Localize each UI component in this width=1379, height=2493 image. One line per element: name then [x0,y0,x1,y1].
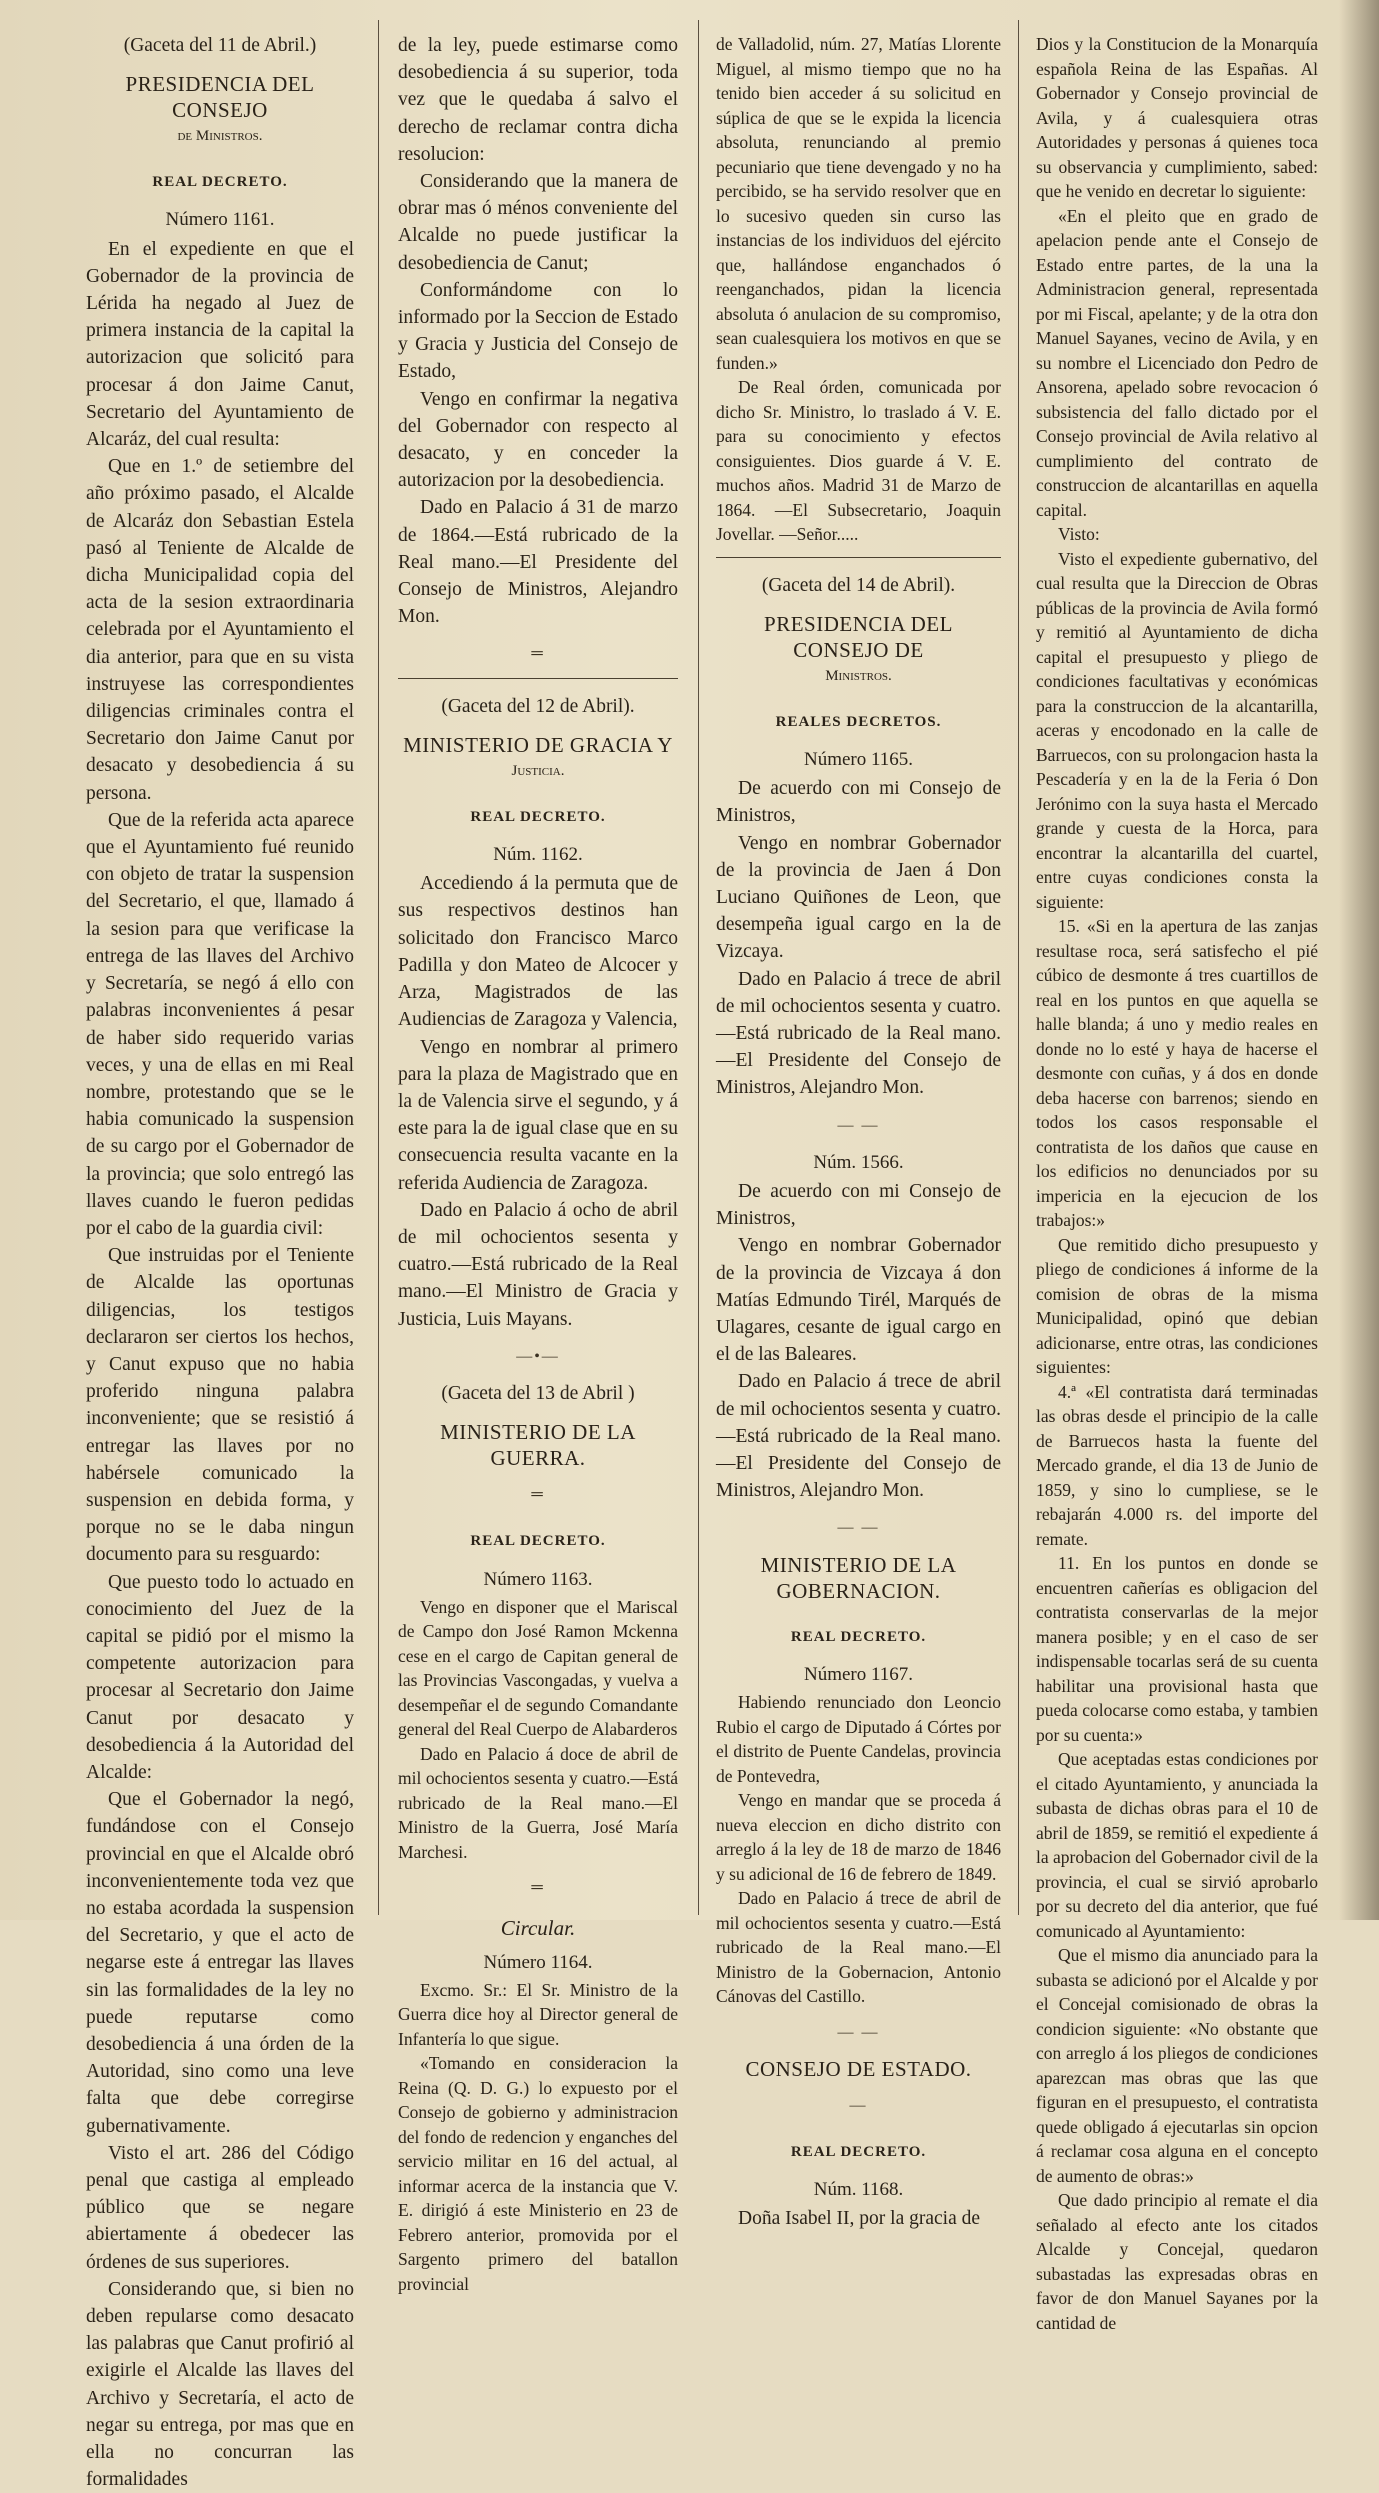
paragraph: De acuerdo con mi Consejo de Ministros, [716,1180,1001,1230]
paragraph: de Valladolid, núm. 27, Matías Llorente Miguel, al mismo tiempo que no ha tenido bien acceder á su solicitud en súplica de que se le expida la licencia absoluta, renunciando al premio pecuniario que tiene devengado y no ha percibido, se ha servido resolver que en lo sucesivo queden sin curso las instancias de los individuos del ejército que, hallándose enganchados ó reenganchados, pidan la licencia absoluta ó anulacion de su compromiso, sean cualesquiera los motivos en que se funden.» [716,34,1001,373]
paragraph: «En el pleito que en grado de apelacion pende ante el Consejo de Estado entre partes, de la una la Administracion general, representada por mi Fiscal, apelante; y de la otra don Manuel Sayanes, vecino de Avila, y en su nombre el Licenciado don Pedro de Ansorena, apelado sobre revocacion ó subsistencia del fallo dictado por el Consejo provincial de Avila relativo al cumplimiento del contrato de construccion de alcantarillas en aquella capital. [1036,205,1318,520]
paragraph: Vengo en mandar que se proceda á nueva eleccion en dicho distrito con arreglo á la ley de 18 de marzo de 1846 y su adicional de 16 de febrero de 1849. [716,1790,1001,1884]
gazette-date: (Gaceta del 14 de Abril). [761,574,956,596]
paragraph: Vengo en confirmar la negativa del Gobernador con respecto al desacato, y en conceder la autorizacion por la desobediencia. [398,388,678,492]
paragraph: Visto el expediente gubernativo, del cual resulta que la Direccion de Obras públicas de la provincia de Avila formó y remitió al Ayuntamiento de dicha capital el presupuesto y pliego de condiciones facultativas y económicas para la construccion de la alcantarilla, aceras y encodonado en la calle de Barruecos, con su prolongacion hasta la Pescadería y en la de la Feria ó Don Jerónimo con la suya hasta el Mercado grande y cuesta de la Horca, para encontrar la alcantarilla del cuartel, entre cuyas condiciones consta la siguiente: [1036,548,1318,912]
section-heading-sub: Justicia. [511,762,565,779]
paragraph: Excmo. Sr.: El Sr. Ministro de la Guerra dice hoy al Director general de Infantería lo que sigue. [398,1979,678,2049]
separator: ═ [531,645,545,663]
divider [398,678,678,679]
column-3 [716,32,1001,2230]
paragraph: 4.ª «El contratista dará terminadas las obras desde el principio de la calle de Barruecos hasta la fuente del Mercado grande, el dia 13 de Junio de 1859, y sino lo cumpliese, se le rebajarán 4.000 rs. del importe del remate. [1036,1381,1318,1549]
decree-number: Núm. 1566. [813,1151,904,1173]
paragraph: De acuerdo con mi Consejo de Ministros, [716,778,1001,827]
paragraph: 15. «Si en la apertura de las zanjas resultase roca, será satisfecho el pié cúbico de desmonte á tres cuartillos de real en los puntos en que aquella se halle blanda; á uno y medio reales en donde no lo esté y haya de hacerse el desmonte con cuñas, y á dos en donde deba hacerse con barrenos; siendo en todos los casos responsable el contratista de los daños que cause en los edificios no denunciados por su impericia en la ejecucion de los trabajos:» [1036,916,1318,1230]
section-heading [86,71,354,149]
paragraph: Que de la referida acta aparece que el Ayuntamiento fué reunido con objeto de tratar la suspension del Secretario, el que, llamado á la sesion para que verificase la entrega de las llaves del Archivo y Secretaría, se negó á ello con palabras inconvenientes á pesar de haber sido requerido varias veces, y una de ellas en mi Real nombre, protestando que se le habia comunicado la suspension de su cargo por el Gobernador de la provincia; que solo entregó las llaves cuando le fueron pedidas por el cabo de la guardia civil: [86,809,354,1239]
section-heading [398,732,678,784]
paragraph: Dado en Palacio á trece de abril de mil ochocientos sesenta y cuatro.—Está rubricado de la Real mano.—El Ministro de la Gobernacion, Antonio Cánovas del Castillo. [716,1888,1001,2006]
paragraph: Dado en Palacio á doce de abril de mil ochocientos sesenta y cuatro.—Está rubricado de la Real mano.—El Ministro de la Guerra, José María Marchesi. [398,1743,678,1862]
paragraph: Vengo en disponer que el Mariscal de Campo don José Ramon Mckenna cese en el cargo de Capitan general de las Provincias Vascongadas, y vuelva a desempeñar el de segundo Comandante general del Real Cuerpo de Alabarderos [398,1596,678,1740]
separator: — — [837,1116,880,1134]
decree-label: REAL DECRETO. [790,2143,927,2160]
decree-label: REAL DECRETO. [470,808,606,825]
section-heading-sub: Ministros. [825,667,892,684]
paragraph: En el expediente en que el Gobernador de la provincia de Lérida ha negado al Juez de primera instancia de la capital la autorizacion que solicitó para procesar á don Jaime Canut, Secretario del Ayuntamiento de Alcaráz, del cual resulta: [86,238,354,451]
paragraph: Dado en Palacio á 31 de marzo de 1864.—Está rubricado de la Real mano.—El Presidente del Consejo de Ministros, Alejandro Mon. [398,497,678,628]
paragraph: Que instruidas por el Teniente de Alcalde las oportunas diligencias, los testigos declararon ser ciertos los hechos, y Canut expuso que no habia proferido ninguna palabra inconveniente; que se resistió á entregar las llaves por no habérsele comunicado la suspension en debida forma, y porque no se le daba ningun documento para su resguardo: [86,1245,354,1566]
separator: —•— [516,1347,560,1365]
decree-number: Número 1161. [165,209,275,231]
column-rule [1018,20,1019,1915]
paragraph: Que remitido dicho presupuesto y pliego de condiciones á informe de la comision de obras de la misma Municipalidad, opinó que debian adicionarse, entre otras, las condiciones siguientes: [1036,1234,1318,1377]
column-2 [398,32,678,2294]
column-4 [1036,32,1318,2333]
paragraph: Que el mismo dia anunciado para la subasta se adicionó por el Alcalde y por el Concejal comisionado de obras la condicion siguiente: «No obstante que con arreglo á los pliegos de condiciones aparezcan mas obras que las que figuran en el presupuesto, el contratista quede obligado á ejecutarlas sin opcion á reclamar cosa alguna en el concepto de aumento de obras:» [1036,1945,1318,2186]
decree-label: REAL DECRETO. [790,1628,927,1645]
paragraph: Que puesto todo lo actuado en conocimiento del Juez de la capital se pidió por el mismo la competente autorizacion para procesar al Secretario don Jaime Canut por desacato y desobediencia á la Autoridad del Alcalde: [86,1571,354,1783]
decree-number: Núm. 1168. [813,2179,904,2201]
column-rule [698,20,699,1915]
decree-number: Número 1165. [803,748,914,770]
paragraph: Dado en Palacio á trece de abril de mil ochocientos sesenta y cuatro.—Está rubricado de la Real mano.—El Presidente del Consejo de Ministros, Alejandro Mon. [716,968,1001,1099]
separator: — — [837,1519,880,1537]
decree-number: Número 1167. [803,1663,914,1685]
paragraph: Vengo en nombrar Gobernador de la provincia de Vizcaya á don Matías Edmundo Tirél, Marqués de Ulagares, cesante de igual cargo en el de las Baleares. [716,1235,1001,1366]
section-heading-title: PRESIDENCIA DEL CONSEJO [125,72,315,123]
paragraph: Visto el art. 286 del Código penal que castiga al empleado público que se negare abiertamente á obedecer las órdenes de sus superiores. [86,2142,354,2273]
separator: — [849,2096,868,2114]
paragraph: Doña Isabel II, por la gracia de [738,2208,981,2230]
gazette-date: (Gaceta del 12 de Abril). [441,695,635,717]
paragraph: De Real órden, comunicada por dicho Sr. Ministro, lo traslado á V. E. para su conocimiento y efectos consiguientes. Dios guarde á V. E. muchos años. Madrid 31 de Marzo de 1864. —El Subsecretario, Joaquin Jovellar. —Señor..... [716,377,1001,544]
paragraph: Dado en Palacio á ocho de abril de mil ochocientos sesenta y cuatro.—Está rubricado de la Real mano.—El Ministro de Gracia y Justicia, Luis Mayans. [398,1199,678,1330]
section-heading: MINISTERIO DE LA GUERRA. [440,1420,636,1471]
paragraph: «Tomando en consideracion la Reina (Q. D. G.) lo expuesto por el Consejo de gobierno y administracion del fondo de redencion y enganches del servicio militar en 16 del actual, al informar acerca de la instancia que V. E. dirigió á este Ministerio en 23 de Febrero anterior, promovida por el Sargento primero del batallon provincial [398,2053,678,2294]
divider [716,557,1001,558]
decree-number: Número 1163. [483,1568,593,1590]
paragraph: Conformándome con lo informado por la Seccion de Estado y Gracia y Justicia del Consejo de Estado, [398,279,678,383]
page-edge-shadow [1339,0,1379,1920]
gazette-date: (Gaceta del 11 de Abril.) [123,35,317,56]
section-heading-title: PRESIDENCIA DEL CONSEJO DE [764,611,953,662]
column-1 [86,32,354,2491]
paragraph: de la ley, puede estimarse como desobediencia á su superior, toda vez que le quedaba á salvo el derecho de reclamar contra dicha resolucion: [398,35,678,165]
section-heading-sub: de Ministros. [177,128,263,145]
separator: — — [837,2023,880,2041]
separator: ═ [531,1879,545,1897]
paragraph: Que en 1.º de setiembre del año próximo pasado, el Alcalde de Alcaráz don Sebastian Estela pasó al Teniente de Alcalde de dicha Municipalidad copia del acta de la sesion extraordinaria celebrada por el Ayuntamiento el dia anterior, para que en su vista instruyese las correspondientes diligencias criminales contra el Secretario don Jaime Canut por desacato y desobediencia á su persona. [86,456,354,804]
paragraph: Vengo en nombrar al primero para la plaza de Magistrado que en la de Valencia sirve el segundo, y á este para la de igual clase que en su consecuencia resulta vacante en la referida Audiencia de Zaragoza. [398,1036,678,1194]
circular-heading: Circular. [500,1916,576,1941]
decree-number: Núm. 1162. [493,844,583,866]
section-heading: MINISTERIO DE LA GOBERNACION. [760,1552,957,1603]
column-rule [378,20,379,1915]
decree-label: REAL DECRETO. [152,174,288,191]
paragraph: Dado en Palacio á trece de abril de mil ochocientos sesenta y cuatro.—Está rubricado de la Real mano.—El Presidente del Consejo de Ministros, Alejandro Mon. [716,1371,1001,1502]
paragraph: Visto: [1058,524,1100,544]
separator: ═ [531,1486,545,1504]
paragraph: Que el Gobernador la negó, fundándose con el Consejo provincial en que el Alcalde obró inconvenientemente toda vez que no estaba acordada la suspension del Secretario, y que el acto de negarse este á entregar las llaves sin las formalidades de la ley no puede reputarse como desobediencia á una órden de la Autoridad, sino como una leve falta que debe corregirse gubernativamente. [86,1789,354,2137]
decree-label: REALES DECRETOS. [775,713,942,730]
paragraph: Que aceptadas estas condiciones por el citado Ayuntamiento, y anunciada la subasta de dichas obras para el 10 de abril de 1859, se remitió el expediente á la aprobacion del Gobernador civil de la provincia, el cual se sirvió aprobarlo por su decreto del dia anterior, que fué comunicado al Ayuntamiento: [1036,1749,1318,1941]
decree-number: Número 1164. [483,1951,593,1973]
paragraph: Habiendo renunciado don Leoncio Rubio el cargo de Diputado á Córtes por el distrito de Puente Candelas, provincia de Pontevedra, [716,1692,1001,1786]
paragraph: Que dado principio al remate el dia señalado al efecto ante los citados Alcalde y Concejal, quedaron subastadas las expresadas obras en favor de don Manuel Sayanes por la cantidad de [1036,2190,1318,2333]
paragraph: Dios y la Constitucion de la Monarquía española Reina de las Españas. Al Gobernador y Consejo provincial de Avila, y á cualesquiera otras Autoridades y personas á quienes toca su observancia y cumplimiento, sabed: que he venido en decretar lo siguiente: [1036,34,1318,201]
paragraph: Vengo en nombrar Gobernador de la provincia de Jaen á Don Luciano Quiñones de Leon, que desempeña igual cargo en la de Vizcaya. [716,832,1001,963]
section-heading [716,611,1001,689]
section-heading-title: MINISTERIO DE GRACIA Y [403,732,673,757]
paragraph: Considerando que, si bien no deben repularse como desacato las palabras que Canut profirió al exigirle el Alcalde las llaves del Archivo y Secretaría, el acto de negar su entrega, por mas que en ella no concurran las formalidades [86,2278,354,2491]
paragraph: 11. En los puntos en donde se encuentren cañerías es obligacion del contratista conservarlas de la mejor manera posible; y en el caso de ser indispensable tocarlas será de su cuenta habilitar una provisional hasta que pueda colocarse como estaba, y tambien por su cuenta:» [1036,1553,1318,1745]
paragraph: Accediendo á la permuta que de sus respectivos destinos han solicitado don Francisco Marco Padilla y don Mateo de Alcocer y Arza, Magistrados de las Audiencias de Zaragoza y Valencia, [398,873,678,1031]
gazette-date: (Gaceta del 13 de Abril ) [441,1382,635,1404]
paragraph: Considerando que la manera de obrar mas ó ménos conveniente del Alcalde no puede justificar la desobediencia de Canut; [398,171,678,274]
decree-label: REAL DECRETO. [470,1533,606,1550]
section-heading: CONSEJO DE ESTADO. [745,2056,972,2081]
